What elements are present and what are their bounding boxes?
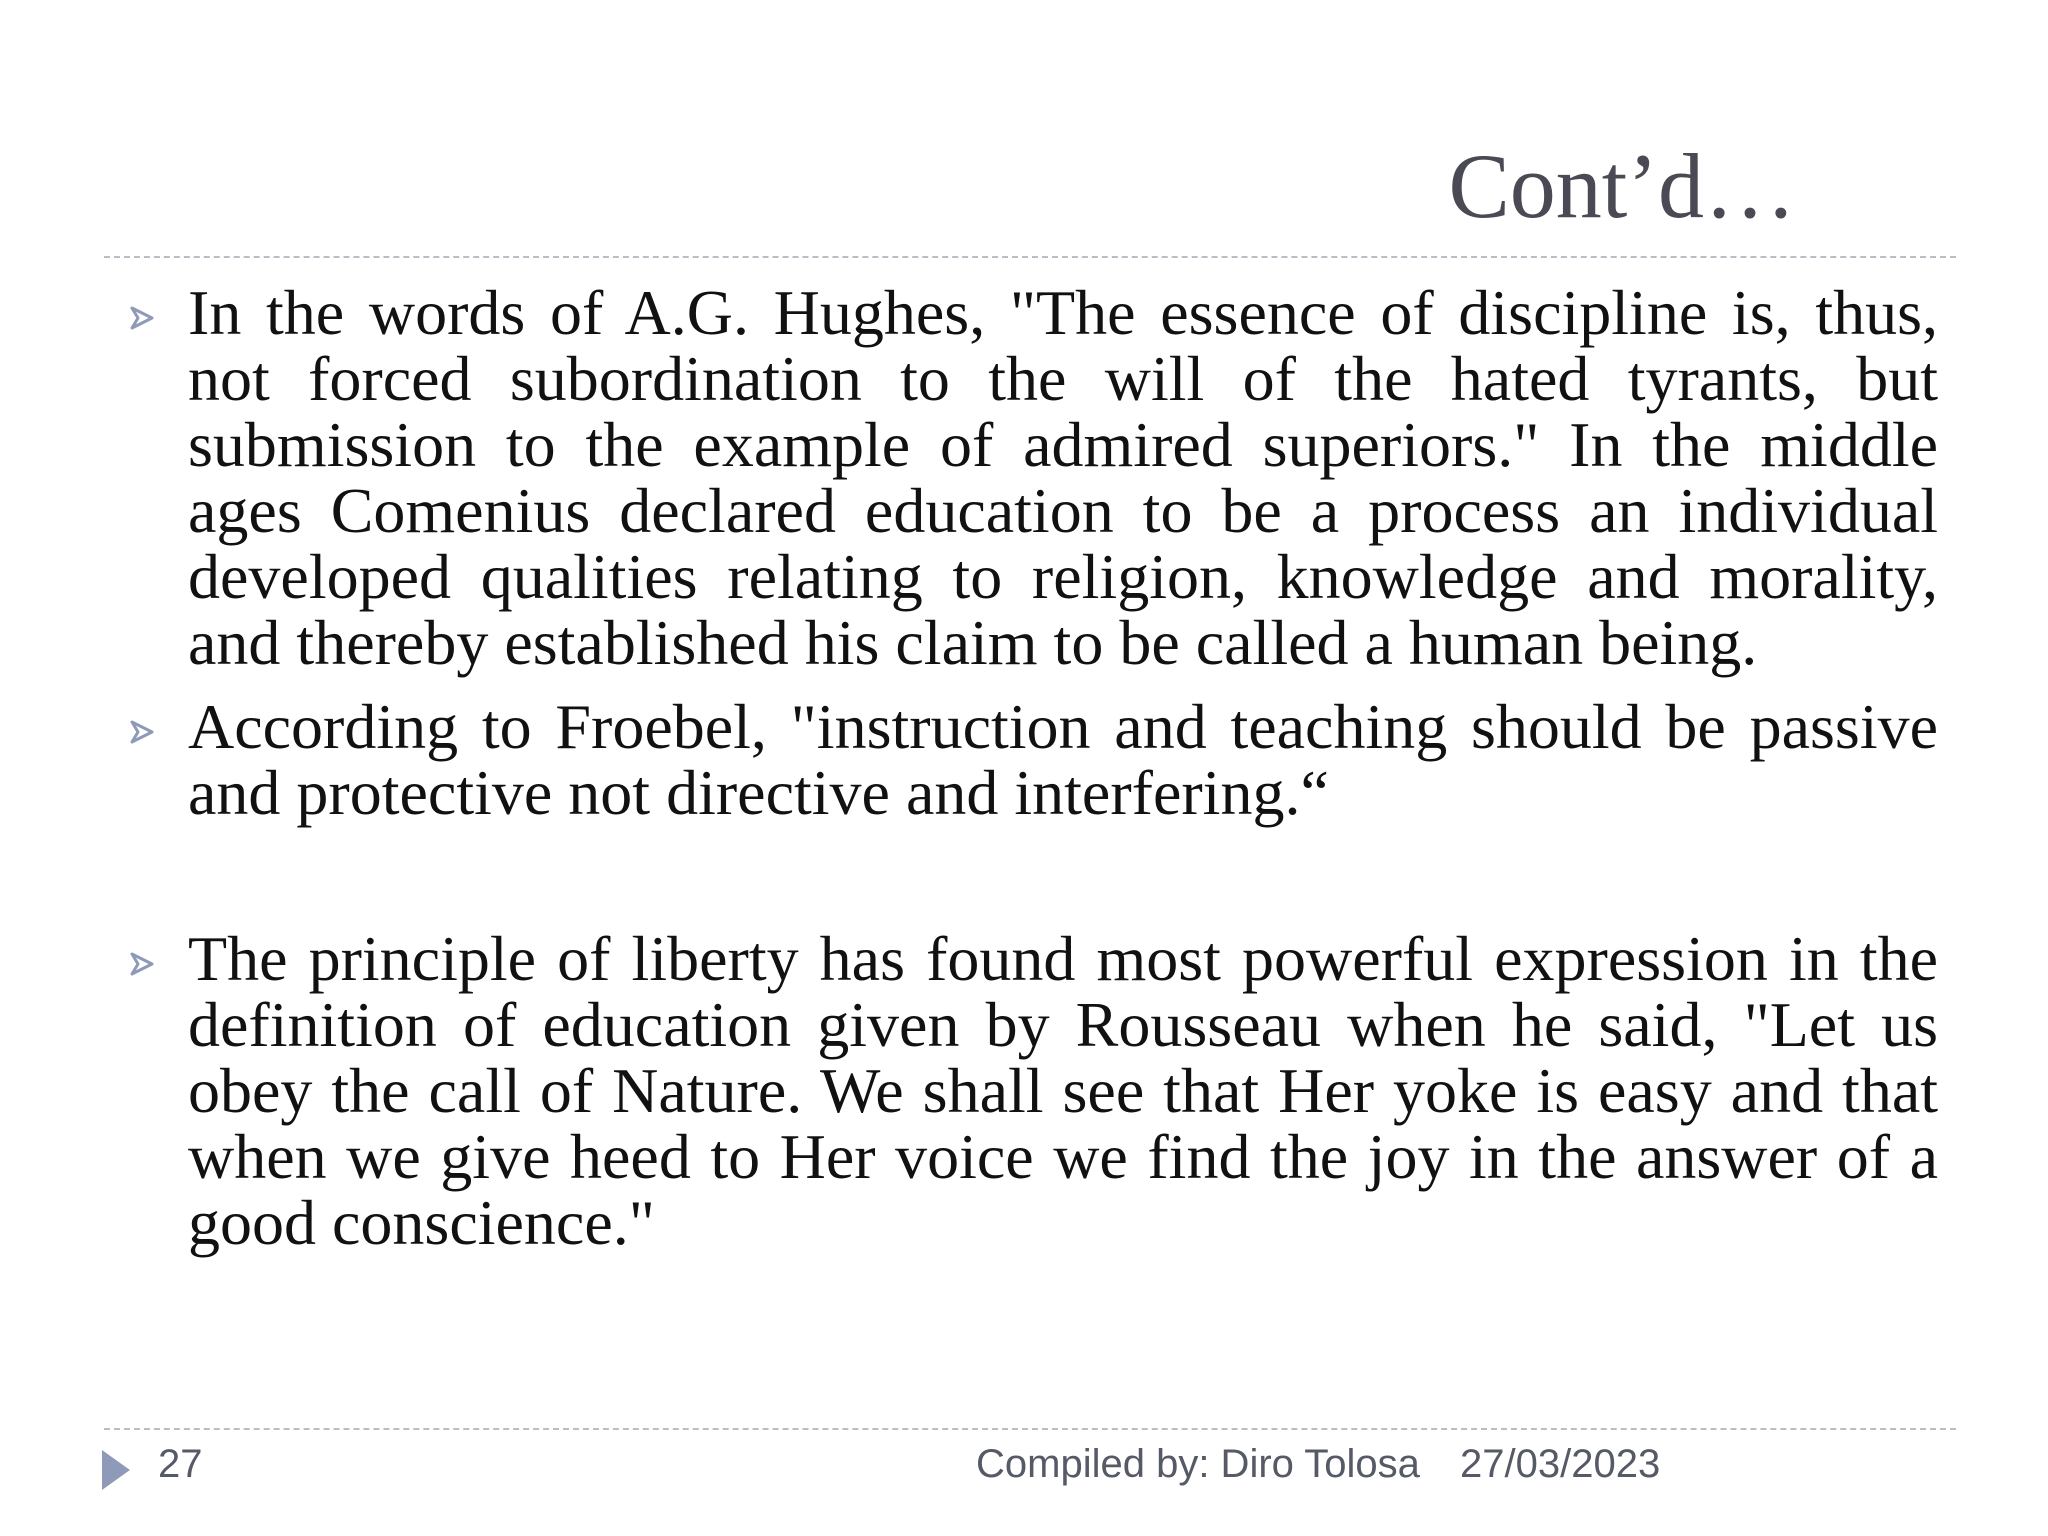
page-number: 27 [158,1442,203,1486]
bullet-item-1 [128,277,1938,678]
footer-credit: Compiled by: Diro Tolosa [976,1442,1420,1486]
slide-title: Cont’d… [1448,135,1796,237]
bullet-item-3 [128,923,1938,1258]
bullet-text: In the words of A.G. Hughes, "The essence of discipline is, thus, not forced subordination to the will of the hated tyrants, but submission to the example of admired superiors." In the middle ages Comenius declared education to be a process an individual developed qualities relating to religion, knowledge and morality, and thereby established his claim to be called a human being. [188,277,1938,678]
slide-body [128,277,1938,1258]
play-triangle-icon [100,1448,132,1492]
top-divider [104,256,1956,258]
chevron-right-outline-icon [128,718,156,746]
footer-date: 27/03/2023 [1460,1442,1661,1486]
bottom-divider [104,1428,1956,1430]
bullet-text: According to Froebel, "instruction and teaching should be passive and protective not directive and interfering.“ [188,691,1938,828]
chevron-right-outline-icon [128,950,156,978]
bullet-item-2 [128,691,1938,828]
chevron-right-outline-icon [128,304,156,332]
bullet-text: The principle of liberty has found most powerful expression in the definition of education given by Rousseau when he said, "Let us obey the call of Nature. We shall see that Her yoke is easy and that when we give heed to Her voice we find the joy in the answer of a good conscience." [188,923,1938,1258]
